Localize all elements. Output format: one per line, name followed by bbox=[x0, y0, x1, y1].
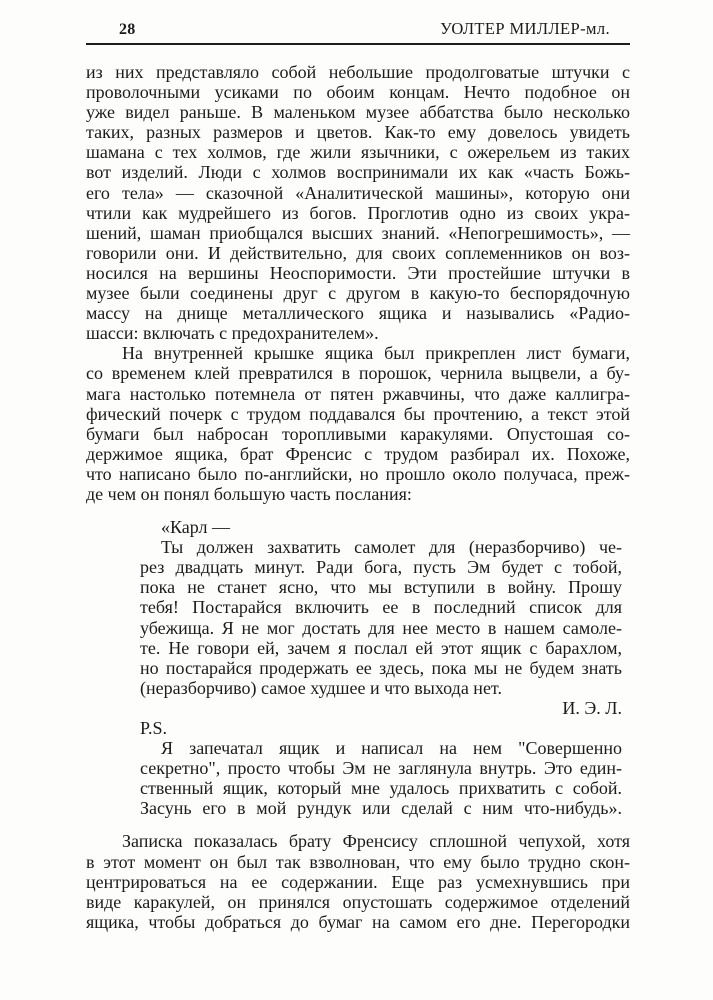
text-line: из них представляло собой небольшие продолговатые штучки с bbox=[86, 62, 630, 82]
text-line: шасси: включать с предохранителем». bbox=[86, 323, 379, 344]
text-line: массу на днище металлического ящика и назывались «Радио- bbox=[86, 303, 630, 324]
header-rule bbox=[86, 43, 630, 45]
page-content bbox=[86, 0, 630, 932]
text-line: центрироваться на ее содержании. Еще раз усмехнувшись при bbox=[86, 871, 630, 892]
text-line: секретно", просто чтобы Эм не заглянула внутрь. Это един- bbox=[140, 758, 622, 779]
text-line: виде каракулей, он принялся опустошать содержимое отделений bbox=[86, 891, 630, 912]
quote-body bbox=[140, 537, 622, 698]
text-line: Записка показалась брату Френсису сплошной чепухой, хотя bbox=[122, 831, 630, 852]
paragraph-radio-chassis bbox=[86, 62, 630, 343]
text-line: в этот момент он был так взволнован, что ему было трудно скон- bbox=[86, 851, 630, 872]
text-line: Ты должен захватить самолет для (неразборчиво) че- bbox=[161, 537, 622, 558]
page-number: 28 bbox=[119, 21, 136, 38]
text-line: ственный ящик, который мне удалось прихватить с собой. bbox=[140, 778, 622, 799]
text-line: Засунь его в мой рундук или сделай с ним что-нибудь». bbox=[140, 798, 622, 819]
text-line: чтили как мудрейшего из богов. Проглотив одно из своих укра- bbox=[86, 202, 630, 223]
text-line: P.S. bbox=[140, 718, 168, 738]
letter-quote bbox=[140, 517, 622, 818]
text-line: мага настолько потемнела от пятен ржавчины, что даже каллигра- bbox=[86, 383, 630, 404]
quote-ps-label bbox=[140, 718, 622, 738]
text-line: На внутренней крышке ящика был прикреплен лист бумаги, bbox=[122, 343, 630, 364]
text-line: шамана с тех холмов, где жили язычники, с ожерельем из таких bbox=[86, 142, 630, 163]
quote-signature bbox=[140, 698, 622, 718]
text-line: уже видел раньше. В маленьком музее аббатства было несколько bbox=[86, 102, 630, 123]
text-line: рез двадцать минут. Ради бога, пусть Эм будет с тобой, bbox=[140, 557, 622, 578]
text-line: что написано было по-английски, но прошло около получаса, преж- bbox=[86, 463, 630, 484]
text-line: Я запечатал ящик и написал на нем "Совершенно bbox=[161, 738, 622, 759]
text-line: бумаги был набросан торопливыми каракулями. Опустошая со- bbox=[86, 423, 630, 444]
text-line: фический почерк с трудом поддавался бы прочтению, а текст этой bbox=[86, 403, 630, 424]
text-line: таких, разных размеров и цветов. Как-то ему довелось увидеть bbox=[86, 122, 630, 143]
text-line: его тела» — сказочной «Аналитической машины», которую они bbox=[86, 182, 630, 203]
text-line: носился на вершины Неоспоримости. Эти простейшие штучки в bbox=[86, 262, 630, 283]
text-line: держимое ящика, брат Френсис с трудом разбирал их. Похоже, bbox=[86, 443, 630, 464]
text-line: тебя! Постарайся включить ее в последний список для bbox=[140, 597, 622, 618]
text-line: со временем клей превратился в порошок, чернила выцвели, а бу- bbox=[86, 363, 630, 384]
text-line: «Карл — bbox=[161, 517, 231, 538]
running-title: УОЛТЕР МИЛЛЕР-мл. bbox=[440, 19, 610, 38]
paragraph-closing bbox=[86, 831, 630, 931]
text-line: пока не станет ясно, что мы вступили в войну. Прошу bbox=[140, 577, 622, 598]
text-line: И. Э. Л. bbox=[562, 697, 622, 718]
paragraph-note-description bbox=[86, 343, 630, 504]
text-line: шений, шаман приобщался высших знаний. «Непогрешимость», — bbox=[86, 222, 630, 243]
text-line: (неразборчиво) самое худшее и что выхода нет. bbox=[140, 677, 502, 698]
text-line: ящика, чтобы добраться до бумаг на самом его дне. Перегородки bbox=[86, 911, 630, 932]
text-line: музее были соединены друг с другом в какую-то беспорядочную bbox=[86, 283, 630, 304]
text-line: проволочными усиками по обоим концам. Нечто подобное он bbox=[86, 82, 630, 103]
text-line: де чем он понял большую часть послания: bbox=[86, 483, 412, 504]
text-line: вот изделий. Люди с холмов воспринимали их как «часть Божь- bbox=[86, 162, 630, 183]
text-line: но постарайся продержать ее здесь, пока мы не будем знать bbox=[140, 657, 622, 678]
text-line: убежища. Я не мог достать для нее место в нашем самоле- bbox=[140, 617, 622, 638]
quote-ps-body bbox=[140, 738, 622, 818]
text-line: те. Не говори ей, зачем я послал ей этот ящик с барахлом, bbox=[140, 637, 622, 658]
body-text bbox=[86, 62, 630, 932]
text-line: говорили они. И действительно, для своих соплеменников он воз- bbox=[86, 242, 630, 263]
page-header bbox=[86, 19, 630, 37]
quote-salutation bbox=[140, 517, 622, 537]
